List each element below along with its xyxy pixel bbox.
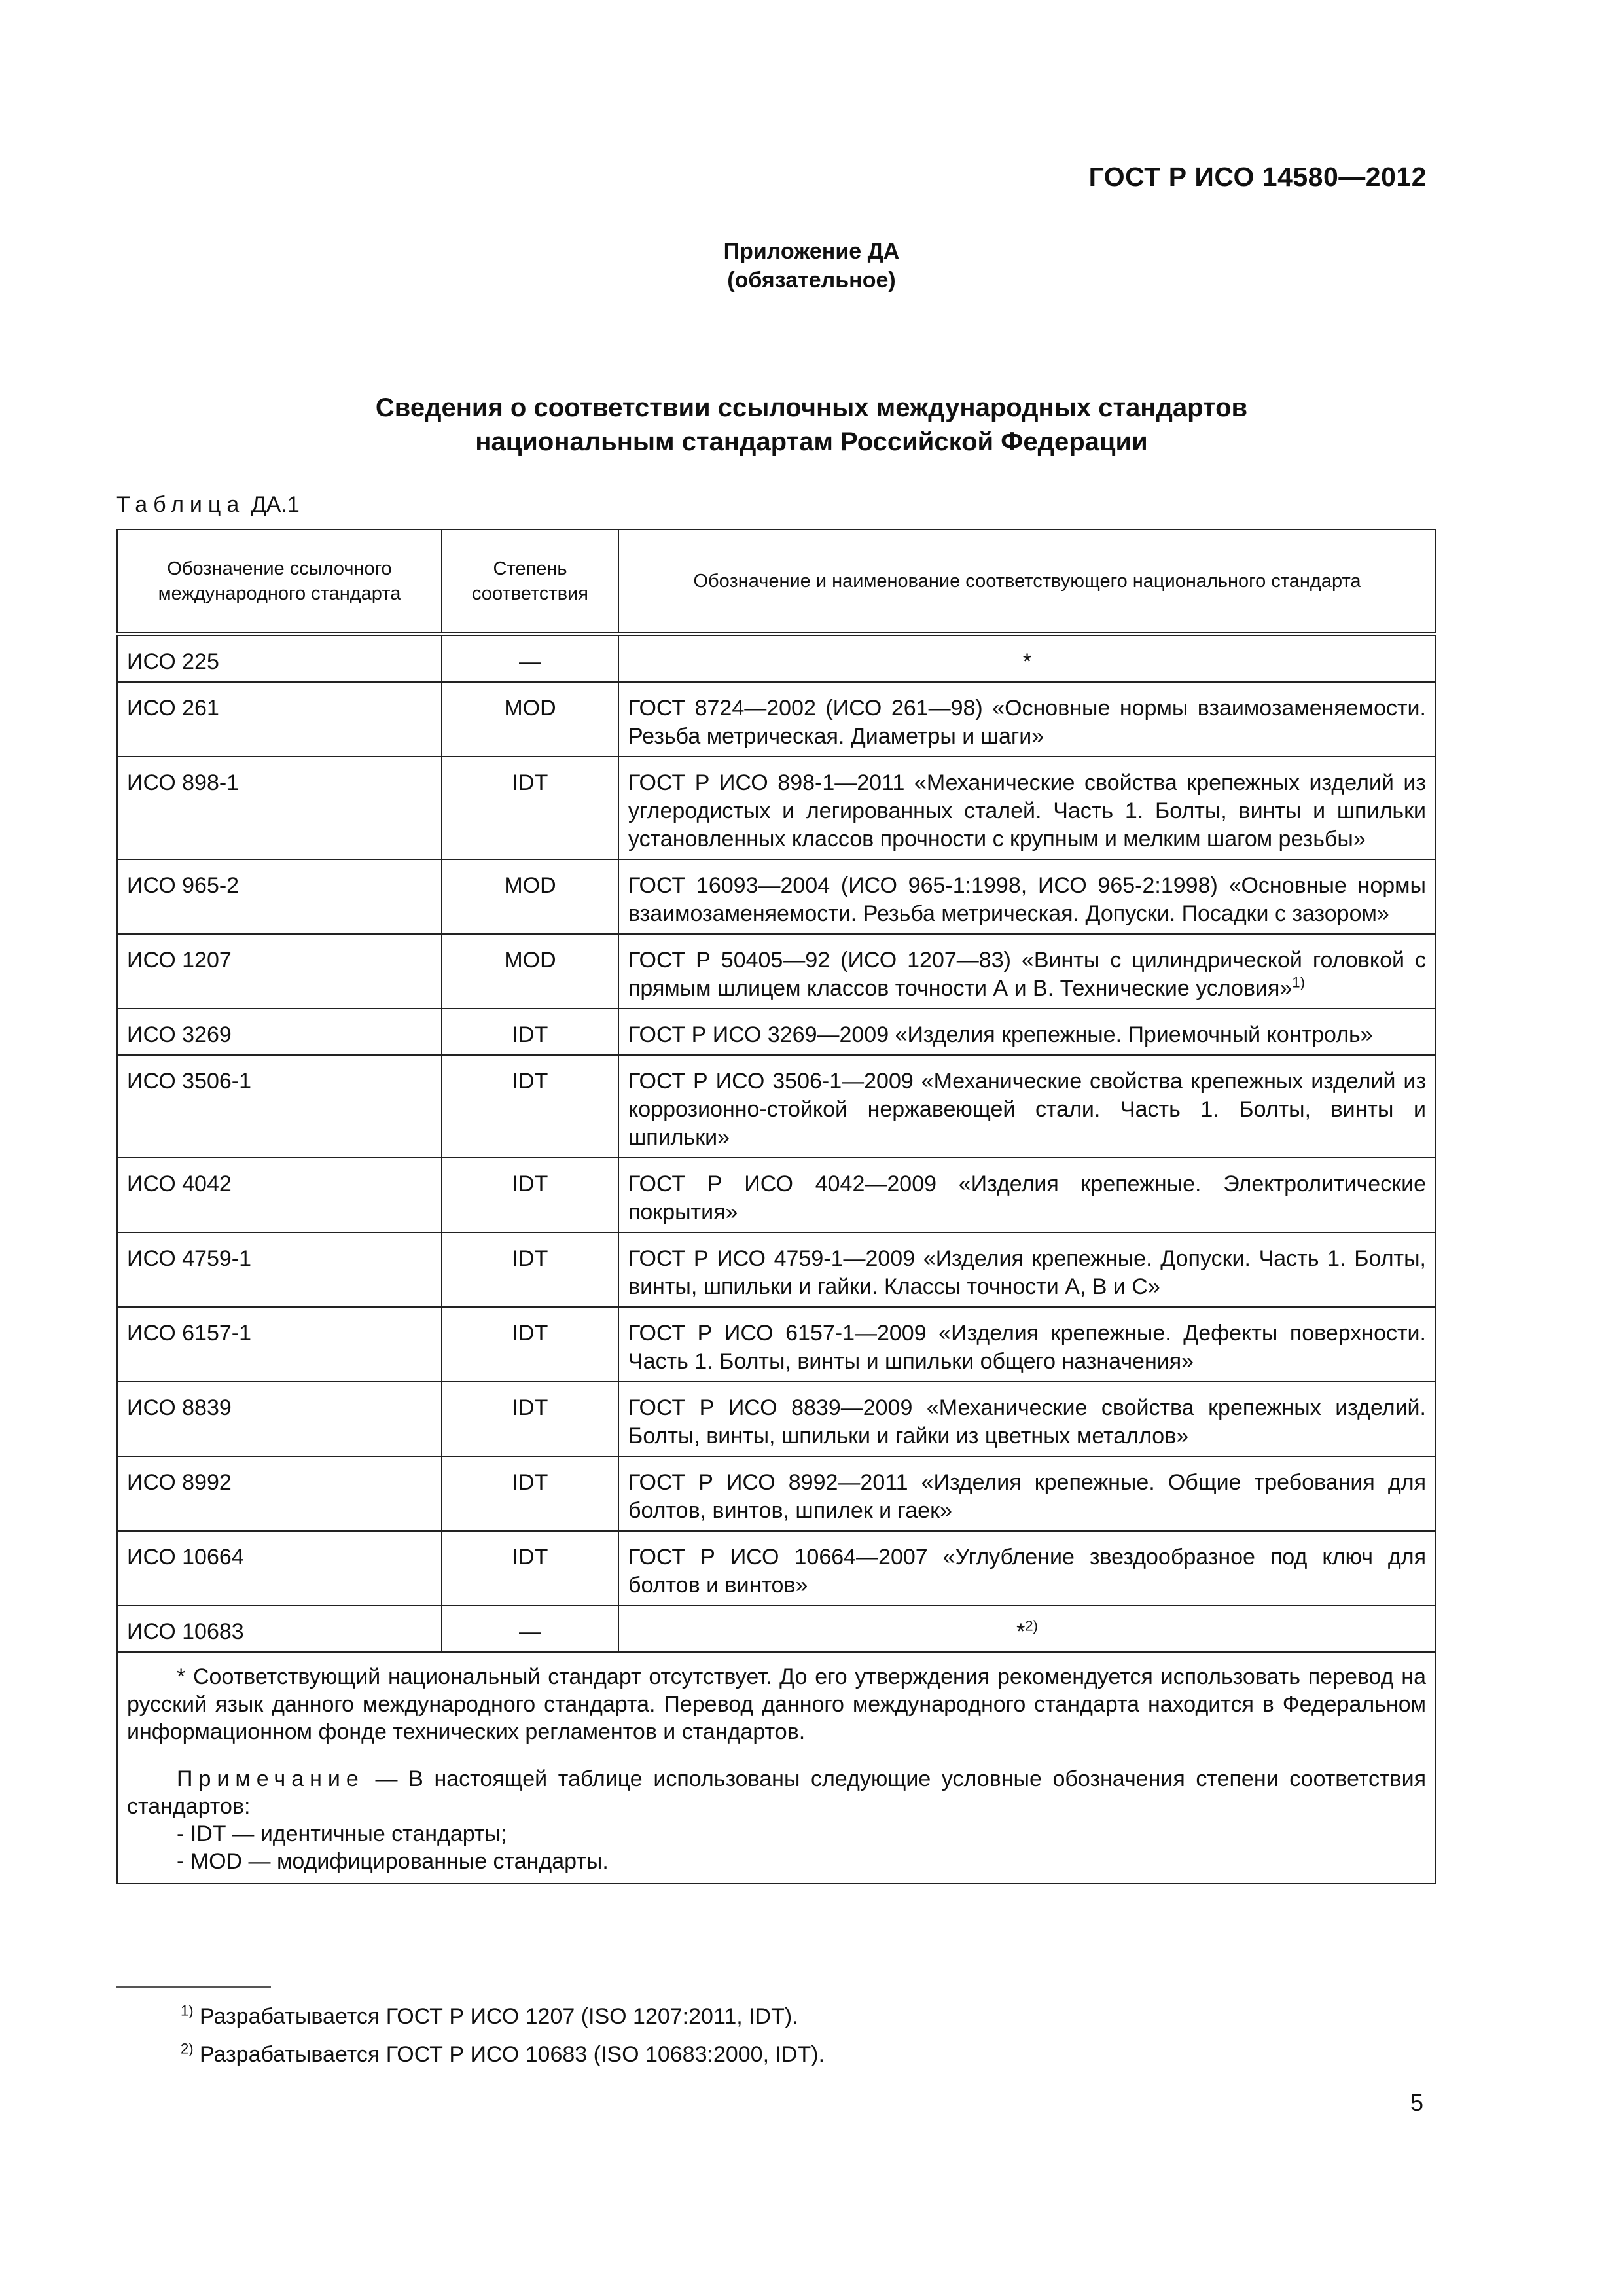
section-title bbox=[0, 391, 1623, 459]
table-row bbox=[117, 1456, 1436, 1531]
row-code: ИСО 3506-1 bbox=[117, 1055, 442, 1158]
row-code: ИСО 3269 bbox=[117, 1009, 442, 1055]
row-standard: ГОСТ Р ИСО 4042—2009 «Изделия крепежные. Электролитические покрытия» bbox=[618, 1158, 1436, 1232]
row-standard: * bbox=[1016, 1619, 1026, 1644]
note-item-idt: - IDT — идентичные стандарты; bbox=[177, 1821, 507, 1846]
row-standard: ГОСТ Р ИСО 3506-1—2009 «Механические свойства крепежных изделий из коррозионно-стойкой нержавеющей стали. Часть 1. Болты, винты и шпильки» bbox=[618, 1055, 1436, 1158]
row-code: ИСО 8992 bbox=[117, 1456, 442, 1531]
row-degree: MOD bbox=[442, 682, 618, 757]
row-standard: ГОСТ 16093—2004 (ИСО 965-1:1998, ИСО 965-2:1998) «Основные нормы взаимозаменяемости. Резьба метрическая. Допуски. Посадки с зазором» bbox=[618, 859, 1436, 934]
section-title-line-1: Сведения о соответствии ссылочных международных стандартов bbox=[375, 393, 1248, 422]
table-row bbox=[117, 934, 1436, 1009]
table-caption-word: Таблица bbox=[116, 492, 245, 517]
table-row bbox=[117, 859, 1436, 934]
row-code: ИСО 10683 bbox=[117, 1605, 442, 1652]
row-standard: ГОСТ Р ИСО 8992—2011 «Изделия крепежные. Общие требования для болтов, винтов, шпилек и гаек» bbox=[618, 1456, 1436, 1531]
footnote-1 bbox=[181, 1998, 825, 2036]
row-standard: ГОСТ Р ИСО 4759-1—2009 «Изделия крепежные. Допуски. Часть 1. Болты, винты, шпильки и гайки. Классы точности А, В и С» bbox=[618, 1232, 1436, 1307]
table-row bbox=[117, 634, 1436, 683]
footnote-text: Разрабатывается ГОСТ Р ИСО 1207 (ISO 1207:2011, IDT). bbox=[193, 2004, 798, 2029]
table-row bbox=[117, 1531, 1436, 1605]
footnote-mark: 1) bbox=[181, 2002, 194, 2019]
footnotes bbox=[181, 1998, 825, 2073]
row-code: ИСО 261 bbox=[117, 682, 442, 757]
row-code: ИСО 4042 bbox=[117, 1158, 442, 1232]
row-code: ИСО 10664 bbox=[117, 1531, 442, 1605]
row-degree: — bbox=[442, 634, 618, 683]
footnote-ref: 1) bbox=[1292, 974, 1305, 991]
star-note: * Соответствующий национальный стандарт отсутствует. До его утверждения рекомендуется использовать перевод на русский язык данного международного стандарта. Перевод данного международного стандарта находится в Федеральном информационном фонде технических регламентов и стандартов. bbox=[127, 1664, 1426, 1744]
footnote-mark: 2) bbox=[181, 2040, 194, 2057]
row-degree: IDT bbox=[442, 1009, 618, 1055]
appendix-status: (обязательное) bbox=[727, 268, 896, 293]
note-text: — В настоящей таблице использованы следующие условные обозначения степени соответствия стандартов: bbox=[127, 1767, 1426, 1819]
document-code: ГОСТ Р ИСО 14580—2012 bbox=[1088, 162, 1427, 192]
table-row bbox=[117, 1382, 1436, 1456]
row-standard: ГОСТ Р ИСО 8839—2009 «Механические свойства крепежных изделий. Болты, винты, шпильки и гайки из цветных металлов» bbox=[618, 1382, 1436, 1456]
table-notes-row bbox=[117, 1652, 1436, 1884]
row-degree: — bbox=[442, 1605, 618, 1652]
header-international-standard: Обозначение ссылочного международного стандарта bbox=[117, 529, 442, 634]
row-code: ИСО 4759-1 bbox=[117, 1232, 442, 1307]
row-standard: * bbox=[618, 634, 1436, 683]
correspondence-table bbox=[116, 529, 1436, 1884]
row-standard: ГОСТ Р ИСО 6157-1—2009 «Изделия крепежные. Дефекты поверхности. Часть 1. Болты, винты и шпильки общего назначения» bbox=[618, 1307, 1436, 1382]
table-caption bbox=[116, 492, 300, 518]
row-degree: IDT bbox=[442, 1456, 618, 1531]
page-number: 5 bbox=[1410, 2089, 1423, 2116]
row-standard-cell bbox=[618, 934, 1436, 1009]
row-degree: IDT bbox=[442, 1232, 618, 1307]
appendix-title: Приложение ДА bbox=[723, 239, 900, 264]
row-standard: ГОСТ Р ИСО 10664—2007 «Углубление звездообразное под ключ для болтов и винтов» bbox=[618, 1531, 1436, 1605]
table-row bbox=[117, 1232, 1436, 1307]
row-degree: IDT bbox=[442, 1055, 618, 1158]
table-row bbox=[117, 1605, 1436, 1652]
note-paragraph bbox=[127, 1765, 1426, 1820]
row-code: ИСО 898-1 bbox=[117, 757, 442, 859]
footnote-ref: 2) bbox=[1025, 1617, 1038, 1634]
footnote-text: Разрабатывается ГОСТ Р ИСО 10683 (ISO 10683:2000, IDT). bbox=[193, 2042, 825, 2067]
table-caption-number: ДА.1 bbox=[251, 492, 300, 517]
table-notes bbox=[117, 1652, 1436, 1884]
row-degree: IDT bbox=[442, 1307, 618, 1382]
row-degree: IDT bbox=[442, 1382, 618, 1456]
footnote-separator bbox=[116, 1986, 271, 1988]
row-code: ИСО 965-2 bbox=[117, 859, 442, 934]
row-standard: ГОСТ Р 50405—92 (ИСО 1207—83) «Винты с цилиндрической головкой с прямым шлицем классов точности А и В. Технические условия» bbox=[628, 948, 1426, 1001]
table-row bbox=[117, 1055, 1436, 1158]
row-code: ИСО 225 bbox=[117, 634, 442, 683]
row-degree: MOD bbox=[442, 934, 618, 1009]
row-standard-cell bbox=[618, 1605, 1436, 1652]
row-code: ИСО 6157-1 bbox=[117, 1307, 442, 1382]
row-degree: MOD bbox=[442, 859, 618, 934]
note-word: Примечание bbox=[177, 1767, 365, 1791]
row-degree: IDT bbox=[442, 1158, 618, 1232]
table-row bbox=[117, 1009, 1436, 1055]
header-degree: Степень соответствия bbox=[442, 529, 618, 634]
appendix-heading bbox=[0, 237, 1623, 295]
table-row bbox=[117, 1307, 1436, 1382]
table-row bbox=[117, 757, 1436, 859]
row-degree: IDT bbox=[442, 757, 618, 859]
footnote-2 bbox=[181, 2036, 825, 2073]
row-code: ИСО 8839 bbox=[117, 1382, 442, 1456]
note-item-mod: - MOD — модифицированные стандарты. bbox=[177, 1849, 609, 1874]
header-national-standard: Обозначение и наименование соответствующего национального стандарта bbox=[618, 529, 1436, 634]
table-row bbox=[117, 682, 1436, 757]
row-standard: ГОСТ Р ИСО 898-1—2011 «Механические свойства крепежных изделий из углеродистых и легированных сталей. Часть 1. Болты, винты и шпильки установленных классов прочности с крупным и мелким шагом резьбы» bbox=[618, 757, 1436, 859]
row-degree: IDT bbox=[442, 1531, 618, 1605]
section-title-line-2: национальным стандартам Российской Федерации bbox=[475, 427, 1148, 456]
table-row bbox=[117, 1158, 1436, 1232]
row-standard: ГОСТ 8724—2002 (ИСО 261—98) «Основные нормы взаимозаменяемости. Резьба метрическая. Диаметры и шаги» bbox=[618, 682, 1436, 757]
row-standard: ГОСТ Р ИСО 3269—2009 «Изделия крепежные. Приемочный контроль» bbox=[618, 1009, 1436, 1055]
table-header-row bbox=[117, 529, 1436, 634]
row-code: ИСО 1207 bbox=[117, 934, 442, 1009]
